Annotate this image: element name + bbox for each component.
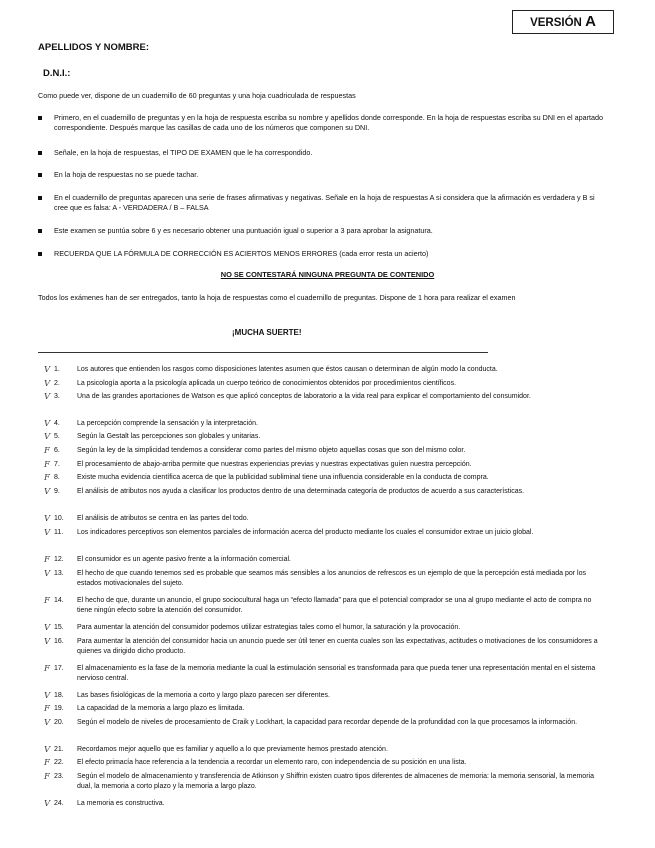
instruction-text: Este examen se puntúa sobre 6 y es necesario obtener una puntuación igual o superior a 3 para aprobar la asignatura. bbox=[54, 226, 433, 235]
question-number: 23. bbox=[54, 773, 64, 780]
question-item bbox=[44, 596, 604, 616]
dni-label: D.N.I.: bbox=[43, 68, 71, 79]
answer-mark: V bbox=[44, 514, 51, 524]
question-number: 18. bbox=[54, 692, 64, 699]
question-text: El consumidor es un agente pasivo frente a la información comercial. bbox=[77, 556, 291, 563]
question-text: Según la ley de la simplicidad tendemos a considerar como partes del mismo objeto aquellas cosas que son del mismo color. bbox=[77, 447, 466, 454]
question-text: El análisis de atributos nos ayuda a clasificar los productos dentro de una determinada categoría de productos de acuerdo a sus características. bbox=[77, 488, 525, 495]
question-text: La memoria es constructiva. bbox=[77, 800, 165, 807]
bullet-square bbox=[38, 116, 42, 120]
instruction-text: RECUERDA QUE LA FÓRMULA DE CORRECCIÓN ES ACIERTOS MENOS ERRORES (cada error resta un acierto) bbox=[54, 249, 429, 258]
question-text: Los autores que entienden los rasgos como disposiciones latentes asumen que éstos causan o determinan de algún modo la conducta. bbox=[77, 366, 498, 373]
answer-mark: F bbox=[44, 446, 50, 456]
question-item bbox=[44, 473, 604, 483]
question-number: 6. bbox=[54, 447, 60, 454]
question-number: 19. bbox=[54, 705, 64, 712]
question-text: Recordamos mejor aquello que es familiar y aquello a lo que previamente hemos prestado atención. bbox=[77, 746, 388, 753]
question-item bbox=[44, 379, 604, 389]
question-number: 1. bbox=[54, 366, 60, 373]
question-item bbox=[44, 623, 604, 633]
question-number: 4. bbox=[54, 420, 60, 427]
question-item bbox=[44, 704, 604, 714]
instruction-item bbox=[38, 113, 608, 133]
question-text: Para aumentar la atención del consumidor hacia un anuncio puede ser útil tener en cuenta cuales son las expectativas, actitudes o motivaciones de los consumidores a quienes va dirigido dicho producto. bbox=[77, 638, 598, 655]
bullet-square bbox=[38, 151, 42, 155]
answer-mark: V bbox=[44, 392, 51, 402]
instruction-item bbox=[38, 170, 608, 180]
answer-mark: V bbox=[44, 718, 51, 728]
question-item bbox=[44, 718, 604, 728]
answer-mark: F bbox=[44, 596, 50, 606]
question-text: Los indicadores perceptivos son elementos parciales de información acerca del producto mediante los cuales el consumidor extrae un juicio global. bbox=[77, 529, 534, 536]
divider bbox=[38, 352, 488, 353]
question-item bbox=[44, 460, 604, 470]
good-luck-text: ¡MUCHA SUERTE! bbox=[232, 328, 302, 337]
bullet-square bbox=[38, 229, 42, 233]
question-text: Las bases fisiológicas de la memoria a corto y largo plazo parecen ser diferentes. bbox=[77, 692, 330, 699]
question-text: La capacidad de la memoria a largo plazo es limitada. bbox=[77, 705, 245, 712]
question-text: Según el modelo de almacenamiento y transferencia de Atkinson y Shiffrin existen cuatro tipos diferentes de almacenes de memoria: la memoria sensorial, la memoria dual, la memoria a corto plazo y la memoria a largo plazo. bbox=[77, 773, 594, 790]
answer-mark: V bbox=[44, 623, 51, 633]
question-text: La psicología aporta a la psicología aplicada un cuerpo teórico de conocimientos obtenidos por procedimientos científicos. bbox=[77, 380, 457, 387]
question-number: 15. bbox=[54, 624, 64, 631]
question-text: Según la Gestalt las percepciones son globales y unitarias. bbox=[77, 433, 261, 440]
question-number: 9. bbox=[54, 488, 60, 495]
instruction-item bbox=[38, 226, 608, 236]
question-item bbox=[44, 432, 604, 442]
answer-mark: V bbox=[44, 637, 51, 647]
question-number: 22. bbox=[54, 759, 64, 766]
question-item bbox=[44, 446, 604, 456]
answer-mark: V bbox=[44, 379, 51, 389]
answer-mark: V bbox=[44, 487, 51, 497]
instruction-item bbox=[38, 249, 608, 259]
question-number: 16. bbox=[54, 638, 64, 645]
question-text: La percepción comprende la sensación y la interpretación. bbox=[77, 420, 258, 427]
instruction-text: Señale, en la hoja de respuestas, el TIPO DE EXAMEN que le ha correspondido. bbox=[54, 148, 313, 157]
question-item bbox=[44, 745, 604, 755]
question-number: 20. bbox=[54, 719, 64, 726]
answer-mark: V bbox=[44, 569, 51, 579]
notice-heading: NO SE CONTESTARÁ NINGUNA PREGUNTA DE CONTENIDO bbox=[220, 270, 435, 279]
intro-text: Como puede ver, dispone de un cuadernillo de 60 preguntas y una hoja cuadriculada de respuestas bbox=[38, 91, 356, 100]
question-number: 12. bbox=[54, 556, 64, 563]
answer-mark: F bbox=[44, 555, 50, 565]
question-item bbox=[44, 637, 604, 657]
instruction-text: Primero, en el cuadernillo de preguntas y en la hoja de respuesta escriba su nombre y apellidos donde corresponde. En la hoja de respuestas escriba su DNI en el apartado correspondiente. Después marque las casillas de cada uno de los números que componen su DNI. bbox=[54, 113, 603, 132]
version-box bbox=[512, 10, 614, 34]
question-number: 5. bbox=[54, 433, 60, 440]
question-text: Una de las grandes aportaciones de Watson es que aplicó conceptos de laboratorio a la vida real para explicar el comportamiento del consumidor. bbox=[77, 393, 531, 400]
answer-mark: F bbox=[44, 758, 50, 768]
question-text: Existe mucha evidencia científica acerca de que la publicidad subliminal tiene una influencia considerable en la conducta de compra. bbox=[77, 474, 489, 481]
question-item bbox=[44, 772, 604, 792]
question-item bbox=[44, 758, 604, 768]
bullet-square bbox=[38, 252, 42, 256]
question-number: 8. bbox=[54, 474, 60, 481]
question-number: 11. bbox=[54, 529, 64, 536]
answer-mark: V bbox=[44, 528, 51, 538]
question-number: 7. bbox=[54, 461, 60, 468]
question-text: El efecto primacía hace referencia a la tendencia a recordar un elemento raro, con independencia de su posición en una lista. bbox=[77, 759, 467, 766]
question-text: El procesamiento de abajo-arriba permite que nuestras experiencias previas y nuestras expectativas guíen nuestra percepción. bbox=[77, 461, 472, 468]
question-item bbox=[44, 514, 604, 524]
delivery-text: Todos los exámenes han de ser entregados, tanto la hoja de respuestas como el cuadernillo de preguntas. Dispone de 1 hora para realizar el examen bbox=[38, 293, 516, 302]
question-number: 2. bbox=[54, 380, 60, 387]
question-text: El análisis de atributos se centra en las partes del todo. bbox=[77, 515, 249, 522]
question-number: 24. bbox=[54, 800, 64, 807]
question-item bbox=[44, 691, 604, 701]
question-number: 17. bbox=[54, 665, 64, 672]
question-text: Según el modelo de niveles de procesamiento de Craik y Lockhart, la capacidad para recordar depende de la profundidad con la que procesamos la información. bbox=[77, 719, 578, 726]
instruction-item bbox=[38, 193, 608, 213]
question-item bbox=[44, 555, 604, 565]
answer-mark: V bbox=[44, 691, 51, 701]
surname-label: APELLIDOS Y NOMBRE: bbox=[38, 42, 150, 53]
answer-mark: V bbox=[44, 799, 51, 809]
answer-mark: V bbox=[44, 432, 51, 442]
question-text: El hecho de que, durante un anuncio, el grupo sociocultural haga un “efecto llamada” para que el potencial comprador se una al grupo mediante el acto de compra no tiene ningún efecto sobre la atención del consumidor. bbox=[77, 597, 592, 614]
answer-mark: V bbox=[44, 365, 51, 375]
answer-mark: F bbox=[44, 473, 50, 483]
instruction-text: En el cuadernillo de preguntas aparecen una serie de frases afirmativas y negativas. Señale en la hoja de respuestas A si considera que la afirmación es verdadera y B si cree que es falsa: A - VERDADERA / B – FALSA bbox=[54, 193, 595, 212]
question-number: 14. bbox=[54, 597, 64, 604]
answer-mark: F bbox=[44, 664, 50, 674]
question-item bbox=[44, 392, 604, 402]
answer-mark: F bbox=[44, 460, 50, 470]
answer-mark: V bbox=[44, 745, 51, 755]
answer-mark: V bbox=[44, 419, 51, 429]
bullet-square bbox=[38, 196, 42, 200]
question-text: El hecho de que cuando tenemos sed es probable que seamos más sensibles a los anuncios de refrescos es un ejemplo de que la percepción está mediada por los estados motivacionales del sujeto. bbox=[77, 570, 586, 587]
question-number: 10. bbox=[54, 515, 64, 522]
instruction-text: En la hoja de respuestas no se puede tachar. bbox=[54, 170, 199, 179]
question-number: 3. bbox=[54, 393, 60, 400]
question-item bbox=[44, 528, 604, 538]
question-item bbox=[44, 419, 604, 429]
question-text: Para aumentar la atención del consumidor podemos utilizar estrategias tales como el humor, la saturación y la provocación. bbox=[77, 624, 461, 631]
bullet-square bbox=[38, 173, 42, 177]
question-item bbox=[44, 664, 604, 684]
version-letter: A bbox=[585, 13, 596, 30]
answer-mark: F bbox=[44, 772, 50, 782]
version-label: VERSIÓN bbox=[530, 17, 582, 29]
question-item bbox=[44, 799, 604, 809]
question-number: 21. bbox=[54, 746, 64, 753]
question-number: 13. bbox=[54, 570, 64, 577]
question-item bbox=[44, 569, 604, 589]
question-item bbox=[44, 487, 604, 497]
instruction-item bbox=[38, 148, 608, 158]
question-item bbox=[44, 365, 604, 375]
answer-mark: F bbox=[44, 704, 50, 714]
question-text: El almacenamiento es la fase de la memoria mediante la cual la estimulación sensorial es transformada para que pueda tener una representación mental en el sistema nervioso central. bbox=[77, 665, 596, 682]
